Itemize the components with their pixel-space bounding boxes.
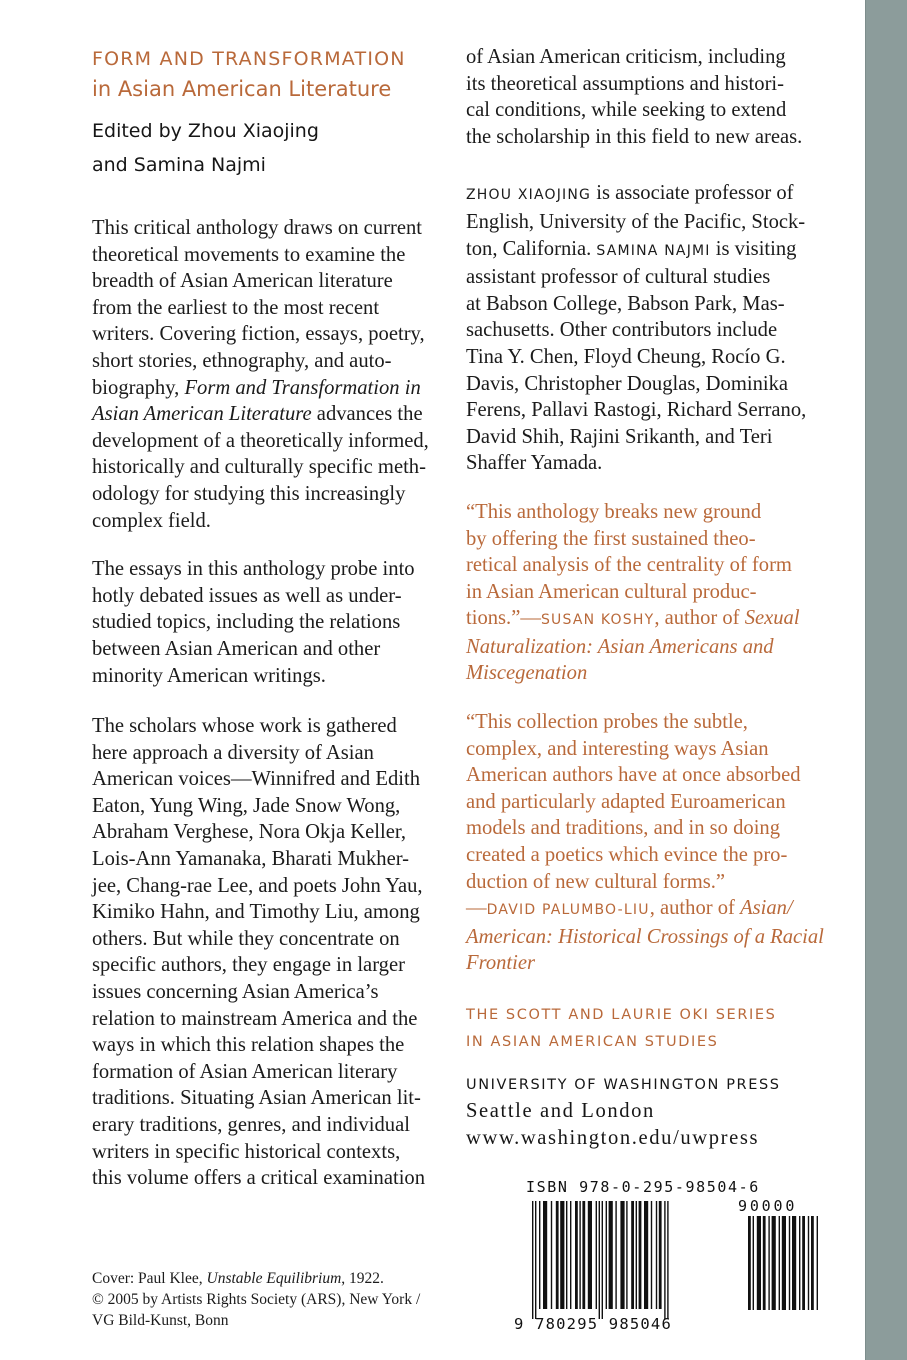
quote-attribution: DAVID PALUMBO-LIU [486,902,650,919]
text-line: The scholars whose work is gathered [92,715,397,738]
credit-line [92,1268,452,1289]
barcode-bar [639,1201,642,1309]
quote-line: and particularly adapted Euroamerican [466,790,786,813]
quote-line: complex, and interesting ways Asian [466,737,769,760]
text-span: Cover: Paul Klee, [92,1270,207,1287]
barcode-bar [539,1201,540,1309]
text-line: at Babson College, Babson Park, Mas- [466,292,785,315]
barcode-bar [609,1201,613,1309]
barcode-bar [551,1201,552,1309]
barcode-bar [556,1201,559,1309]
barcode-bar [782,1216,786,1310]
text-line: sachusetts. Other contributors include [466,319,778,342]
text-span: , author of [649,897,741,920]
text-line: Ferens, Pallavi Rastogi, Richard Serrano, [466,399,807,422]
barcode-bar [532,1201,533,1319]
text-span: tions.”— [466,607,541,630]
text-line: the scholarship in this field to new areas. [466,125,803,148]
barcode-bar [656,1201,657,1309]
isbn-barcode [510,1178,830,1333]
editor-bios [466,180,841,477]
description-continuation [466,44,841,150]
barcode-bar [802,1216,805,1310]
ean-digits: 9 780295 985046 [514,1315,672,1333]
series-name [466,1002,841,1056]
text-line: complex field. [92,509,211,532]
barcode-bar [667,1201,668,1319]
text-line: Kimiko Hahn, and Timothy Liu, among [92,901,420,924]
text-line: short stories, ethnography, and auto- [92,349,392,372]
barcode-bar [560,1201,564,1309]
barcode-bar [582,1201,585,1309]
text-line: minority American writings. [92,664,326,687]
barcode-bar [651,1201,652,1309]
series-line: THE SCOTT AND LAURIE OKI SERIES [466,1007,777,1023]
barcode-bar [566,1201,567,1309]
editors-line-1: Edited by Zhou Xiaojing [92,120,319,142]
text-line: here approach a diversity of Asian [92,741,374,764]
barcode-bar [799,1216,800,1310]
cited-book: Miscegenation [466,662,588,685]
text-line: Tina Y. Chen, Floyd Cheung, Rocío G. [466,345,786,368]
editor-name: ZHOU XIAOJING [466,187,592,204]
barcode-bar [631,1201,634,1309]
text-line: jee, Chang-rae Lee, and poets John Yau, [92,874,423,897]
text-span: biography, [92,376,185,399]
cited-book: Naturalization: Asian Americans and [466,635,774,658]
text-line: assistant professor of cultural studies [466,266,771,289]
barcode-bar [664,1201,665,1319]
text-line [92,375,442,402]
endorsement-quote-1 [466,499,841,687]
barcode-bars [510,1178,840,1338]
text-span: is visiting [710,237,797,260]
text-line: development of a theoretically informed, [92,429,429,452]
text-line: English, University of the Pacific, Stock- [466,210,806,233]
text-line: formation of Asian American literary [92,1060,398,1083]
text-line: hotly debated issues as well as under- [92,584,402,607]
editors-line-2: and Samina Najmi [92,154,266,176]
cited-book: American: Historical Crossings of a Racial [466,925,824,948]
price-addon-number: 90000 [738,1197,798,1215]
publisher-location: Seattle and London [466,1100,655,1122]
text-line: breadth of Asian American literature [92,270,393,293]
quote-line: models and traditions, and in so doing [466,817,781,840]
barcode-bar [772,1216,776,1310]
cited-book: Frontier [466,952,536,975]
quote-line: created a poetics which evince the pro- [466,844,788,867]
series-line: IN ASIAN AMERICAN STUDIES [466,1034,719,1050]
text-line: odology for studying this increasingly [92,482,406,505]
book-title-italic: Form and Transformation in [184,376,421,399]
credit-line: VG Bild-Kunst, Bonn [92,1312,229,1329]
text-span: , 1922. [341,1270,384,1287]
barcode-bar [644,1201,648,1309]
book-title: FORM AND TRANSFORMATION [92,48,406,70]
quote-line: in Asian American cultural produc- [466,580,757,603]
left-column [92,44,442,1192]
cover-credits [92,1268,452,1331]
text-line: Eaton, Yung Wing, Jade Snow Wong, [92,794,401,817]
publisher-block [466,1072,841,1151]
barcode-bar [606,1201,607,1309]
text-line: historically and culturally specific meth- [92,456,426,479]
text-line: of Asian American criticism, including [466,46,786,68]
text-line [466,180,841,209]
barcode-bar [757,1216,761,1310]
text-line: The essays in this anthology probe into [92,558,415,581]
text-span: — [466,897,487,920]
text-span: is associate professor of [591,182,794,205]
editors [92,114,442,182]
text-line: relation to mainstream America and the [92,1007,418,1030]
text-line: Lois-Ann Yamanaka, Bharati Mukher- [92,848,410,871]
barcode-bar [575,1201,578,1309]
quote-line [466,895,841,924]
barcode-bar [636,1201,637,1309]
text-line: American voices—Winnifred and Edith [92,768,420,791]
text-line: issues concerning Asian America’s [92,981,379,1004]
text-line: others. But while they concentrate on [92,927,400,950]
text-line [92,401,442,428]
barcode-bar [599,1201,600,1319]
text-line: David Shih, Rajini Srikanth, and Teri [466,425,773,448]
barcode-bar [615,1201,616,1309]
text-line: this volume offers a critical examination [92,1167,426,1190]
barcode-bar [659,1201,662,1309]
barcode-bar [811,1216,814,1310]
endorsement-quote-2 [466,709,841,977]
isbn-label: ISBN 978-0-295-98504-6 [526,1178,760,1196]
text-line: cal conditions, while seeking to extend [466,99,787,122]
text-line: studied topics, including the relations [92,611,401,634]
quote-attribution: SUSAN KOSHY [540,612,655,629]
text-span: ton, California. [466,237,597,260]
barcode-bar [753,1216,754,1310]
text-line: Abraham Verghese, Nora Okja Keller, [92,821,407,844]
barcode-bar [763,1216,766,1310]
barcode-bar [748,1216,751,1310]
right-column [466,44,841,1151]
text-line: ways in which this relation shapes the [92,1034,405,1057]
quote-line: “This anthology breaks new ground [466,500,762,523]
description-paragraph-3 [92,713,442,1192]
text-line: specific authors, they engage in larger [92,954,405,977]
quote-line: retical analysis of the centrality of form [466,554,792,577]
cited-book: Asian/ [740,897,793,920]
barcode-bar [626,1201,627,1309]
text-line: from the earliest to the most recent [92,296,380,319]
barcode-bar [602,1201,603,1319]
barcode-bar [792,1216,796,1310]
quote-line: American authors have at once absorbed [466,764,801,787]
description-paragraph-1 [92,215,442,534]
description-paragraph-2 [92,556,442,689]
cited-book: Sexual [744,607,800,630]
barcode-bar [579,1201,580,1309]
book-title-italic: Asian American Literature [92,403,312,426]
text-line: This critical anthology draws on current [92,217,422,239]
barcode-bar [779,1216,780,1310]
barcode-bar [768,1216,769,1310]
text-line: erary traditions, genres, and individual [92,1114,410,1136]
text-line: its theoretical assumptions and histori- [466,72,785,95]
text-line: theoretical movements to examine the [92,243,406,266]
barcode-bar [789,1216,790,1310]
text-line: traditions. Situating Asian American lit- [92,1087,421,1110]
barcode-bar [596,1201,597,1309]
quote-line [466,605,841,634]
text-line: between Asian American and other [92,637,381,660]
barcode-bar [808,1216,809,1310]
text-line: writers in specific historical contexts, [92,1140,401,1163]
quote-line: “This collection probes the subtle, [466,711,748,734]
credit-line: © 2005 by Artists Rights Society (ARS), New York / [92,1291,421,1308]
quote-line: by offering the first sustained theo- [466,527,756,550]
quote-line: duction of new cultural forms.” [466,870,726,893]
publisher-name: UNIVERSITY OF WASHINGTON PRESS [466,1077,781,1093]
barcode-bar [535,1201,536,1319]
editor-name: SAMINA NAJMI [596,242,711,259]
text-line: writers. Covering fiction, essays, poetry, [92,323,425,346]
text-span: advances the [311,403,423,426]
book-spine-edge [865,0,907,1360]
book-subtitle: in Asian American Literature [92,77,392,101]
text-span: , author of [654,607,745,630]
text-line: Davis, Christopher Douglas, Dominika [466,372,789,395]
barcode-bar [588,1201,592,1309]
text-line [466,236,841,265]
publisher-url: www.washington.edu/uwpress [466,1126,760,1149]
text-line: Shaffer Yamada. [466,452,603,475]
barcode-bar [570,1201,571,1309]
barcode-bar [543,1201,547,1309]
barcode-bar [620,1201,624,1309]
artwork-title: Unstable Equilibrium [206,1270,342,1287]
barcode-bar [817,1216,818,1310]
